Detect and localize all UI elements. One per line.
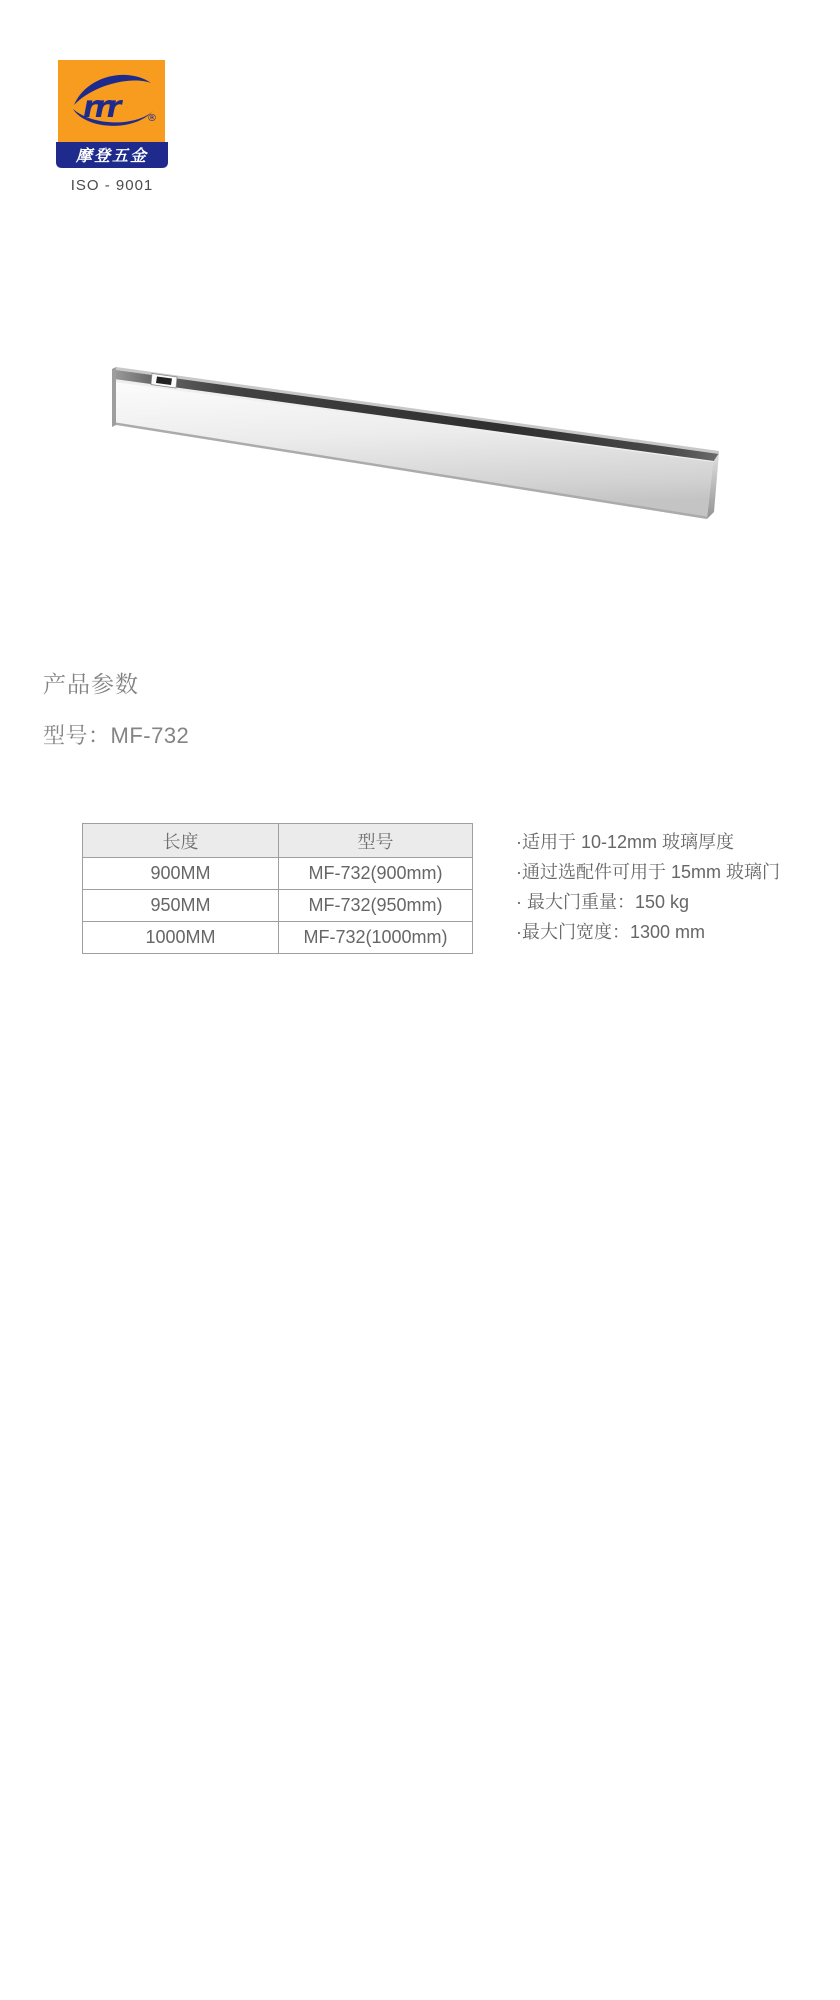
feature-item: · 最大门重量：150 kg bbox=[516, 892, 690, 912]
brand-band-text: 摩登五金 bbox=[75, 146, 149, 165]
model-cell: MF-732(900mm) bbox=[279, 858, 473, 890]
model-cell: MF-732(950mm) bbox=[279, 890, 473, 922]
feature-list bbox=[516, 827, 780, 947]
length-cell: 1000MM bbox=[83, 922, 279, 954]
feature-item: ·最大门宽度：1300 mm bbox=[516, 922, 706, 942]
model-number: 型号：MF-732 bbox=[43, 723, 190, 748]
iso-certification-label: ISO - 9001 bbox=[70, 177, 154, 194]
spec-col-header-length: 长度 bbox=[83, 824, 279, 858]
spec-table bbox=[82, 823, 473, 954]
model-cell: MF-732(1000mm) bbox=[279, 922, 473, 954]
feature-item: ·适用于 10-12mm 玻璃厚度 bbox=[516, 832, 735, 852]
logo-mark-letters: rrr bbox=[83, 90, 119, 125]
feature-item: ·通过选配件可用于 15mm 玻璃门 bbox=[516, 862, 781, 882]
length-cell: 950MM bbox=[83, 890, 279, 922]
spec-col-header-model: 型号 bbox=[279, 824, 473, 858]
product-image bbox=[0, 0, 840, 560]
length-cell: 900MM bbox=[83, 858, 279, 890]
table-row bbox=[83, 922, 473, 954]
spec-header-row bbox=[83, 824, 473, 858]
section-title-product-params: 产品参数 bbox=[43, 671, 139, 697]
registered-trademark-icon: ® bbox=[147, 113, 157, 124]
bar-left-edge bbox=[112, 367, 116, 427]
table-row bbox=[83, 858, 473, 890]
table-row bbox=[83, 890, 473, 922]
bar-front-face bbox=[114, 382, 713, 519]
